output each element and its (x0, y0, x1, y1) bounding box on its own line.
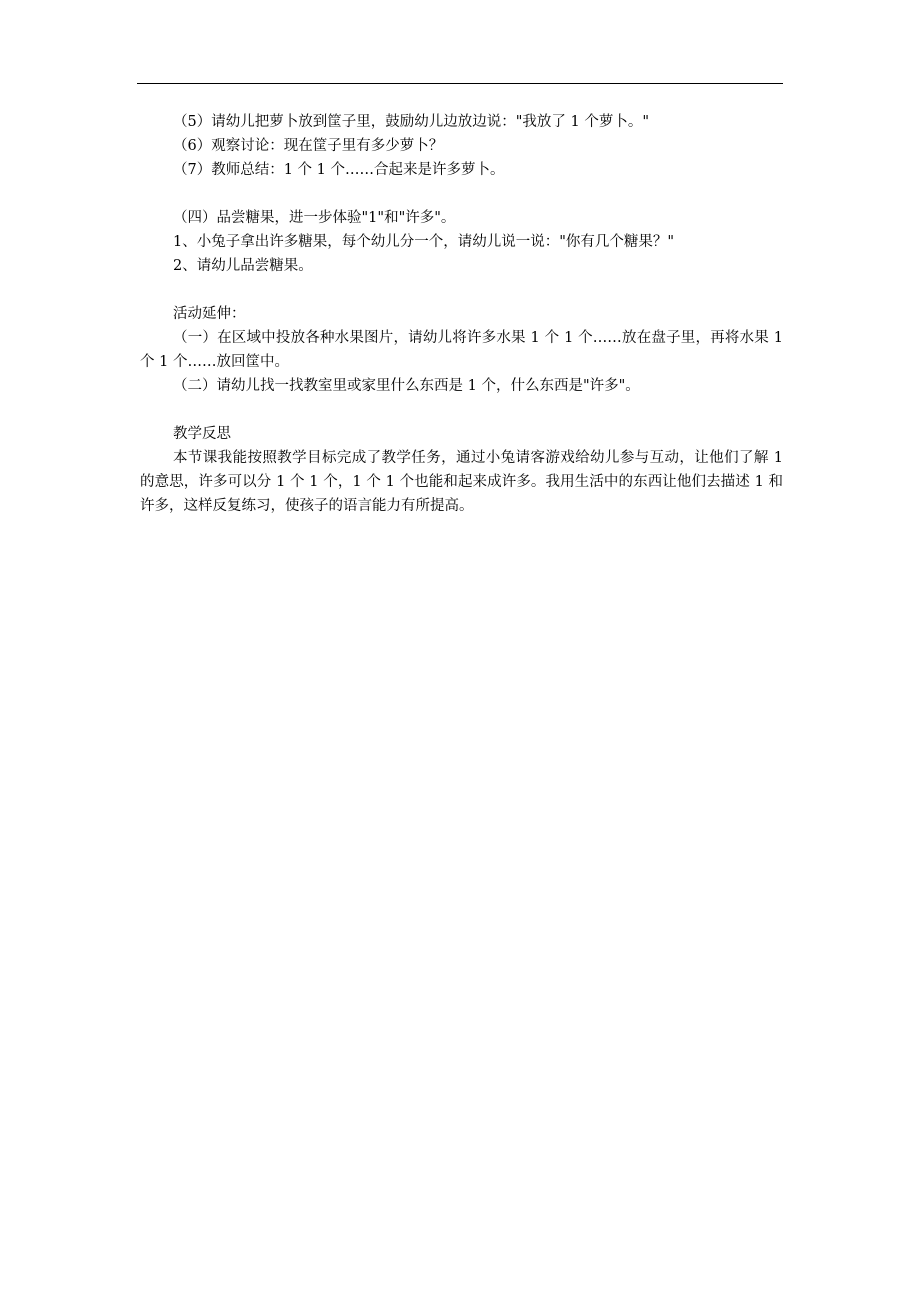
document-body (140, 110, 783, 518)
step-5: （5）请幼儿把萝卜放到筐子里，鼓励幼儿边放边说："我放了 1 个萝卜。" (173, 114, 650, 130)
reflection-body: 本节课我能按照教学目标完成了教学任务，通过小兔请客游戏给幼儿参与互动，让他们了解 1 的意思，许多可以分 1 个 1 个，1 个 1 个也能和起来成许多。我用生活中的东西让他们去描述 1 和许多，这样反复练习，使孩子的语言能力有所提高。 (140, 450, 783, 514)
section-4-heading: （四）品尝糖果，进一步体验"1"和"许多"。 (173, 210, 456, 226)
extension-item-1: （一）在区域中投放各种水果图片，请幼儿将许多水果 1 个 1 个……放在盘子里，再将水果 1 个 1 个……放回筐中。 (140, 330, 783, 370)
spacer (140, 398, 783, 422)
reflection-heading: 教学反思 (173, 426, 231, 442)
spacer (140, 278, 783, 302)
section-4-item-1: 1、小兔子拿出许多糖果，每个幼儿分一个，请幼儿说一说："你有几个糖果？" (173, 234, 675, 250)
extension-heading: 活动延伸： (173, 306, 246, 322)
section-4-item-2: 2、请幼儿品尝糖果。 (173, 258, 313, 274)
step-7: （7）教师总结：1 个 1 个……合起来是许多萝卜。 (173, 162, 505, 178)
header-rule (137, 83, 783, 84)
spacer (140, 182, 783, 206)
extension-item-2: （二）请幼儿找一找教室里或家里什么东西是 1 个，什么东西是"许多"。 (173, 378, 640, 394)
step-6: （6）观察讨论：现在筐子里有多少萝卜？ (173, 138, 444, 154)
